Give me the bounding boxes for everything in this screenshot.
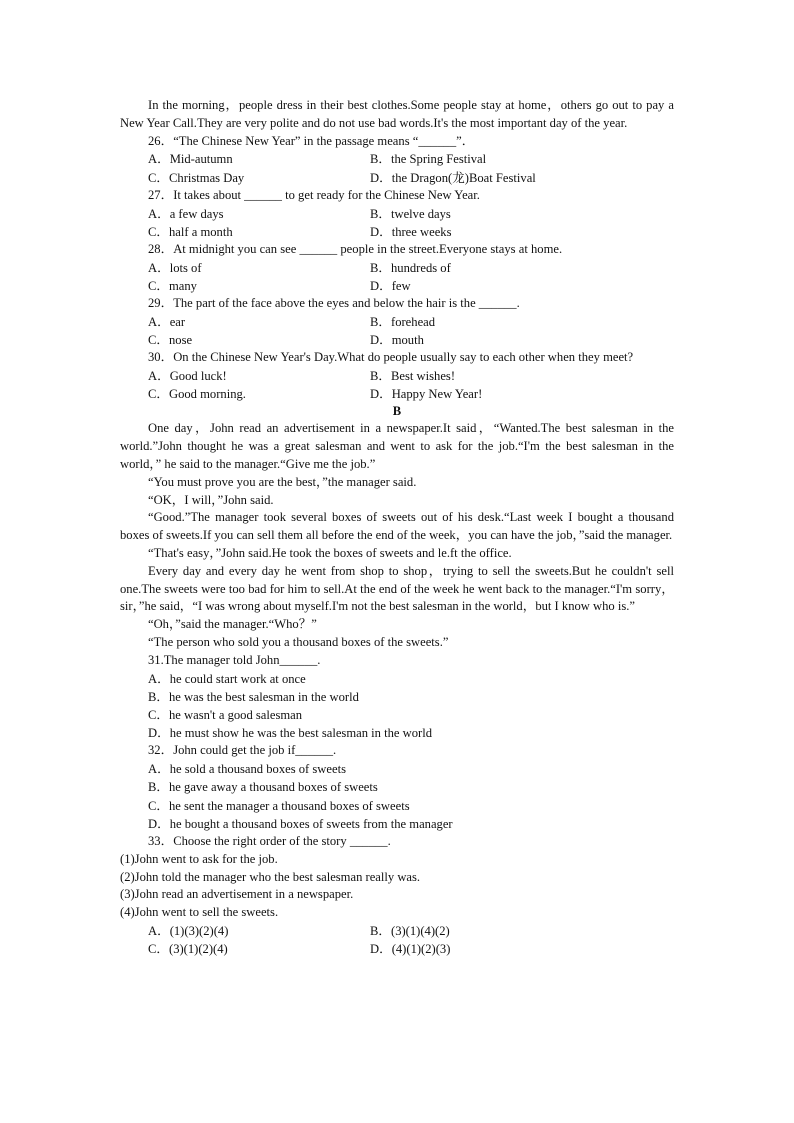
passage-b-paragraph: “That's easy，”John said.He took the boxes of sweets and le.ft the office. <box>148 546 512 561</box>
option-a: A．ear <box>148 314 186 329</box>
option-b: B．he gave away a thousand boxes of sweets <box>148 780 378 795</box>
option-b: B．forehead <box>370 314 436 329</box>
passage-b-paragraph: “You must prove you are the best，”the manager said. <box>148 474 417 489</box>
passage-b-paragraph: “Oh，”said the manager.“Who？” <box>148 617 317 632</box>
option-d: D．he bought a thousand boxes of sweets from the manager <box>148 816 453 831</box>
option-b: B．the Spring Festival <box>370 152 487 167</box>
question-stem-28: 28．At midnight you can see ______ people in the street.Everyone stays at home. <box>148 241 563 256</box>
passage-b-paragraph: “Good.”The manager took several boxes of sweets out of his desk.“Last week I bought a thousand boxes of sweets.If you can sell them all before the end of the week，you can have the job，”said the manager. <box>120 510 674 543</box>
option-c: C．Christmas Day <box>148 170 245 185</box>
option-a: A．lots of <box>148 260 202 275</box>
option-c: C．Good morning. <box>148 387 246 402</box>
option-row <box>120 277 674 295</box>
question-stem-31: 31.The manager told John______. <box>148 652 321 667</box>
question-stem-33: 33．Choose the right order of the story ______. <box>148 834 391 849</box>
passage-a-paragraph: In the morning，people dress in their best clothes.Some people stay at home，others go out to pay a New Year Call.They are very polite and do not use bad words.It's the most important day of the year. <box>120 98 674 130</box>
option-c: C．he wasn't a good salesman <box>148 708 303 723</box>
option-d: D．Happy New Year! <box>370 387 483 402</box>
option-c: C．(3)(1)(2)(4) <box>148 942 228 957</box>
option-b: B．hundreds of <box>370 260 451 275</box>
document-page <box>120 97 674 958</box>
option-a: A．Good luck! <box>148 369 227 384</box>
option-c: C．many <box>148 278 197 293</box>
passage-b-paragraph: “The person who sold you a thousand boxes of the sweets.” <box>148 635 449 650</box>
option-d: D．mouth <box>370 333 424 348</box>
option-c: C．half a month <box>148 224 233 239</box>
story-event-item: (2)John told the manager who the best salesman really was. <box>120 869 421 884</box>
story-event-item: (4)John went to sell the sweets. <box>120 905 279 920</box>
option-row <box>120 169 674 187</box>
option-d: D．few <box>370 278 411 293</box>
option-a: A．he sold a thousand boxes of sweets <box>148 762 346 777</box>
option-a: A．a few days <box>148 206 224 221</box>
question-stem-32: 32．John could get the job if______. <box>148 743 337 758</box>
option-d: D．(4)(1)(2)(3) <box>370 942 451 957</box>
option-row <box>120 940 674 958</box>
question-stem-30: 30．On the Chinese New Year's Day.What do people usually say to each other when they meet? <box>148 350 634 365</box>
passage-b-paragraph: One day，John read an advertisement in a newspaper.It said，“Wanted.The best salesman in the world.”John thought he was a great salesman and went to ask for the job.“I'm the best salesman in the world，” he said to the manager.“Give me the job.” <box>120 421 674 472</box>
option-c: C．he sent the manager a thousand boxes of sweets <box>148 798 410 813</box>
option-d: D．three weeks <box>370 224 452 239</box>
option-b: B．twelve days <box>370 206 451 221</box>
option-b: B．(3)(1)(4)(2) <box>370 924 450 939</box>
option-row <box>120 205 674 223</box>
option-b: B．Best wishes! <box>370 369 456 384</box>
question-stem-26: 26．“The Chinese New Year” in the passage means “______”． <box>148 133 475 148</box>
option-row <box>120 259 674 277</box>
story-event-item: (1)John went to ask for the job. <box>120 851 278 866</box>
section-b-heading: B <box>392 404 402 419</box>
option-row <box>120 313 674 331</box>
option-b: B．he was the best salesman in the world <box>148 689 359 704</box>
option-row <box>120 922 674 940</box>
option-row <box>120 367 674 385</box>
option-d: D．the Dragon(龙)Boat Festival <box>370 170 536 185</box>
option-a: A．(1)(3)(2)(4) <box>148 924 229 939</box>
option-a: A．he could start work at once <box>148 671 306 686</box>
option-row <box>120 150 674 168</box>
passage-b-paragraph: “OK，I will，”John said. <box>148 492 274 507</box>
option-row <box>120 223 674 241</box>
option-row <box>120 331 674 349</box>
option-d: D．he must show he was the best salesman in the world <box>148 726 433 741</box>
option-c: C．nose <box>148 333 193 348</box>
question-stem-29: 29．The part of the face above the eyes and below the hair is the ______. <box>148 296 520 311</box>
option-row <box>120 385 674 403</box>
question-stem-27: 27．It takes about ______ to get ready for the Chinese New Year. <box>148 187 480 202</box>
option-a: A．Mid-autumn <box>148 152 233 167</box>
story-event-item: (3)John read an advertisement in a newspaper. <box>120 887 354 902</box>
passage-b-paragraph: Every day and every day he went from shop to shop，trying to sell the sweets.But he couldn't sell one.The sweets were too bad for him to sell.At the end of the week he went back to the manager.“I'm sorry，sir，”he said，“I was wrong about myself.I'm not the best salesman in the world，but I know who is.” <box>120 563 674 614</box>
